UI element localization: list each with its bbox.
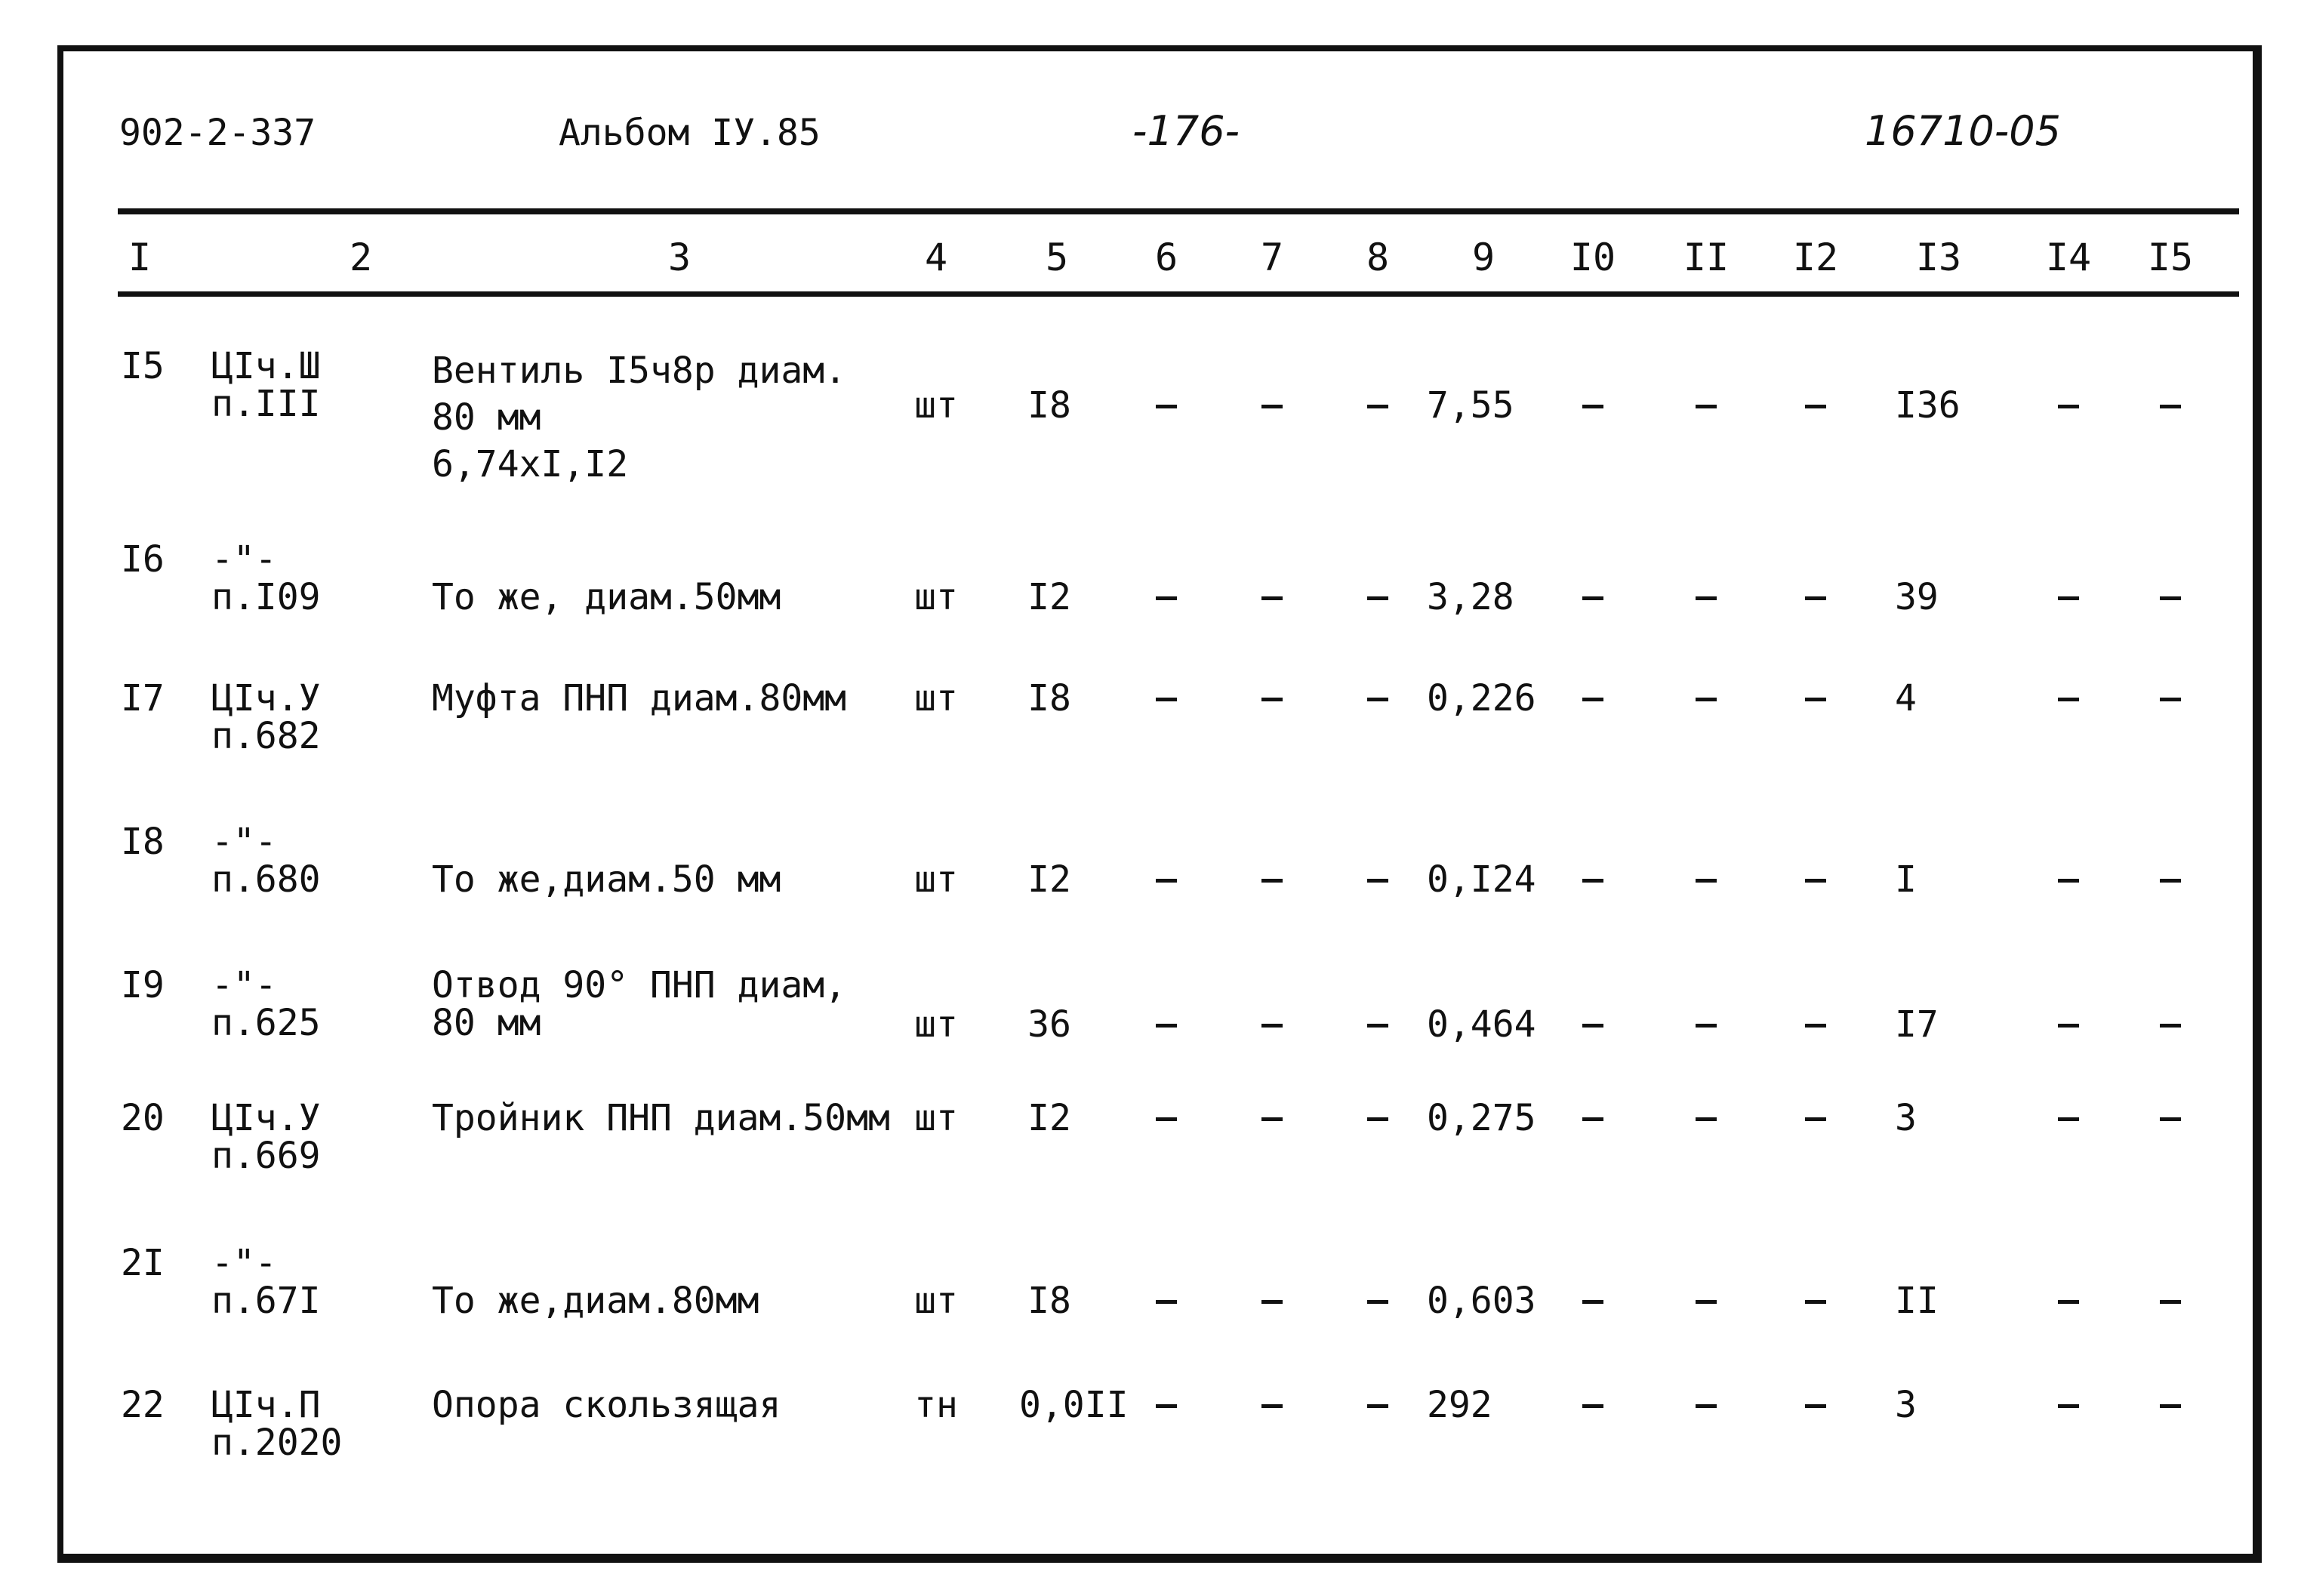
row-quantity: I2 [1027, 1097, 1071, 1139]
row-item-name: То же,диам.50 мм [432, 858, 781, 901]
empty-cell-dash [2160, 879, 2181, 883]
empty-cell-dash [1696, 1024, 1717, 1028]
empty-cell-dash [1156, 698, 1177, 701]
empty-cell-dash [1696, 1117, 1717, 1121]
empty-cell-dash [1367, 1300, 1388, 1304]
row-col13-value: 4 [1895, 677, 1917, 719]
empty-cell-dash [1156, 405, 1177, 408]
column-header-6: 6 [1154, 236, 1178, 279]
empty-cell-dash [1805, 698, 1826, 701]
empty-cell-dash [1805, 1024, 1826, 1028]
empty-cell-dash [1582, 879, 1603, 883]
empty-cell-dash [1805, 405, 1826, 408]
row-number: 2I [121, 1242, 165, 1284]
empty-cell-dash [1156, 1024, 1177, 1028]
empty-cell-dash [1805, 879, 1826, 883]
column-header-2: 2 [349, 236, 373, 279]
row-reference: -"- п.680 [211, 821, 321, 901]
row-col13-value: I36 [1895, 384, 1961, 427]
empty-cell-dash [2160, 1117, 2181, 1121]
row-unit: шт [914, 1280, 958, 1322]
empty-cell-dash [1261, 698, 1283, 701]
column-header-11: II [1683, 236, 1730, 279]
empty-cell-dash [1582, 1117, 1603, 1121]
row-unit: шт [914, 858, 958, 901]
header-rule-bottom [118, 291, 2239, 297]
column-header-15: I5 [2147, 236, 2194, 279]
row-number: I7 [121, 677, 165, 719]
empty-cell-dash [1261, 1300, 1283, 1304]
column-header-10: I0 [1569, 236, 1616, 279]
empty-cell-dash [1696, 1300, 1717, 1304]
empty-cell-dash [1156, 1300, 1177, 1304]
row-col9-value: 3,28 [1427, 576, 1514, 618]
empty-cell-dash [2058, 698, 2079, 701]
empty-cell-dash [2058, 596, 2079, 600]
row-col9-value: 292 [1427, 1384, 1492, 1426]
row-col9-value: 0,226 [1427, 677, 1536, 719]
row-quantity: 0,0II [1019, 1384, 1129, 1426]
row-col13-value: 3 [1895, 1384, 1917, 1426]
column-header-1: I [128, 236, 152, 279]
row-item-name: Муфта ПНП диам.80мм [432, 677, 847, 719]
empty-cell-dash [1582, 1300, 1603, 1304]
empty-cell-dash [1367, 1024, 1388, 1028]
empty-cell-dash [1261, 596, 1283, 600]
empty-cell-dash [2058, 405, 2079, 408]
row-col9-value: 0,464 [1427, 1003, 1536, 1046]
column-header-12: I2 [1792, 236, 1839, 279]
empty-cell-dash [1261, 405, 1283, 408]
row-item-name: Опора скользящая [432, 1384, 781, 1426]
row-unit: шт [914, 677, 958, 719]
row-unit: шт [914, 1097, 958, 1139]
column-header-5: 5 [1045, 236, 1069, 279]
row-number: I6 [121, 538, 165, 581]
empty-cell-dash [1156, 596, 1177, 600]
row-col13-value: 39 [1895, 576, 1939, 618]
row-number: 22 [121, 1384, 165, 1426]
row-quantity: I2 [1027, 858, 1071, 901]
column-header-8: 8 [1366, 236, 1390, 279]
doc-code: 902-2-337 [119, 112, 316, 154]
empty-cell-dash [1582, 1404, 1603, 1408]
empty-cell-dash [1367, 879, 1388, 883]
row-quantity: I2 [1027, 576, 1071, 618]
empty-cell-dash [1261, 1024, 1283, 1028]
empty-cell-dash [2160, 1404, 2181, 1408]
empty-cell-dash [1582, 596, 1603, 600]
empty-cell-dash [1696, 879, 1717, 883]
row-col13-value: 3 [1895, 1097, 1917, 1139]
empty-cell-dash [1367, 698, 1388, 701]
empty-cell-dash [1805, 1117, 1826, 1121]
row-col13-value: II [1895, 1280, 1939, 1322]
row-reference: ЦIч.П п.2020 [211, 1384, 343, 1464]
row-reference: ЦIч.У п.669 [211, 1097, 321, 1177]
column-header-4: 4 [924, 236, 948, 279]
row-col13-value: I [1895, 858, 1917, 901]
row-quantity: I8 [1027, 1280, 1071, 1322]
empty-cell-dash [1696, 1404, 1717, 1408]
row-unit: шт [914, 576, 958, 618]
row-item-name: Вентиль I5ч8р диам. 80 мм 6,74хI,I2 [432, 350, 847, 485]
row-quantity: 36 [1027, 1003, 1071, 1046]
row-quantity: I8 [1027, 384, 1071, 427]
row-number: 20 [121, 1097, 165, 1139]
empty-cell-dash [2160, 1024, 2181, 1028]
empty-cell-dash [1696, 596, 1717, 600]
row-reference: ЦIч.Ш п.III [211, 345, 321, 425]
empty-cell-dash [1582, 1024, 1603, 1028]
row-number: I5 [121, 345, 165, 387]
empty-cell-dash [2160, 596, 2181, 600]
empty-cell-dash [2160, 405, 2181, 408]
empty-cell-dash [1805, 596, 1826, 600]
empty-cell-dash [1582, 698, 1603, 701]
header-rule-top [118, 208, 2239, 214]
empty-cell-dash [1261, 879, 1283, 883]
row-col9-value: 0,I24 [1427, 858, 1536, 901]
row-number: I9 [121, 964, 165, 1006]
empty-cell-dash [1805, 1404, 1826, 1408]
empty-cell-dash [2058, 879, 2079, 883]
row-quantity: I8 [1027, 677, 1071, 719]
row-reference: -"- п.67I [211, 1242, 321, 1322]
column-header-3: 3 [667, 236, 692, 279]
row-item-name: То же, диам.50мм [432, 576, 781, 618]
row-reference: -"- п.I09 [211, 538, 321, 618]
row-reference: ЦIч.У п.682 [211, 677, 321, 757]
row-col9-value: 0,603 [1427, 1280, 1536, 1322]
empty-cell-dash [1367, 1404, 1388, 1408]
empty-cell-dash [1805, 1300, 1826, 1304]
empty-cell-dash [1582, 405, 1603, 408]
column-header-7: 7 [1260, 236, 1284, 279]
empty-cell-dash [1156, 1404, 1177, 1408]
row-unit: тн [914, 1384, 958, 1426]
column-header-14: I4 [2045, 236, 2092, 279]
empty-cell-dash [1367, 596, 1388, 600]
empty-cell-dash [1367, 1117, 1388, 1121]
row-col9-value: 7,55 [1427, 384, 1514, 427]
empty-cell-dash [2058, 1117, 2079, 1121]
page-number: -176- [1132, 107, 1240, 155]
inventory-number: 16710-05 [1865, 107, 2061, 155]
row-item-name: Отвод 90° ПНП диам, 80 мм [432, 964, 847, 1044]
empty-cell-dash [1156, 879, 1177, 883]
row-number: I8 [121, 821, 165, 863]
column-header-13: I3 [1915, 236, 1962, 279]
column-header-9: 9 [1471, 236, 1495, 279]
row-col13-value: I7 [1895, 1003, 1939, 1046]
album-label: Альбом IУ.85 [559, 112, 821, 154]
row-col9-value: 0,275 [1427, 1097, 1536, 1139]
empty-cell-dash [1696, 698, 1717, 701]
row-unit: шт [914, 384, 958, 427]
empty-cell-dash [2058, 1024, 2079, 1028]
empty-cell-dash [1261, 1117, 1283, 1121]
empty-cell-dash [2058, 1300, 2079, 1304]
empty-cell-dash [1696, 405, 1717, 408]
row-item-name: То же,диам.80мм [432, 1280, 759, 1322]
empty-cell-dash [2058, 1404, 2079, 1408]
row-item-name: Тройник ПНП диам.50мм [432, 1097, 890, 1139]
empty-cell-dash [2160, 698, 2181, 701]
empty-cell-dash [2160, 1300, 2181, 1304]
empty-cell-dash [1367, 405, 1388, 408]
row-unit: шт [914, 1003, 958, 1046]
empty-cell-dash [1261, 1404, 1283, 1408]
row-reference: -"- п.625 [211, 964, 321, 1044]
empty-cell-dash [1156, 1117, 1177, 1121]
